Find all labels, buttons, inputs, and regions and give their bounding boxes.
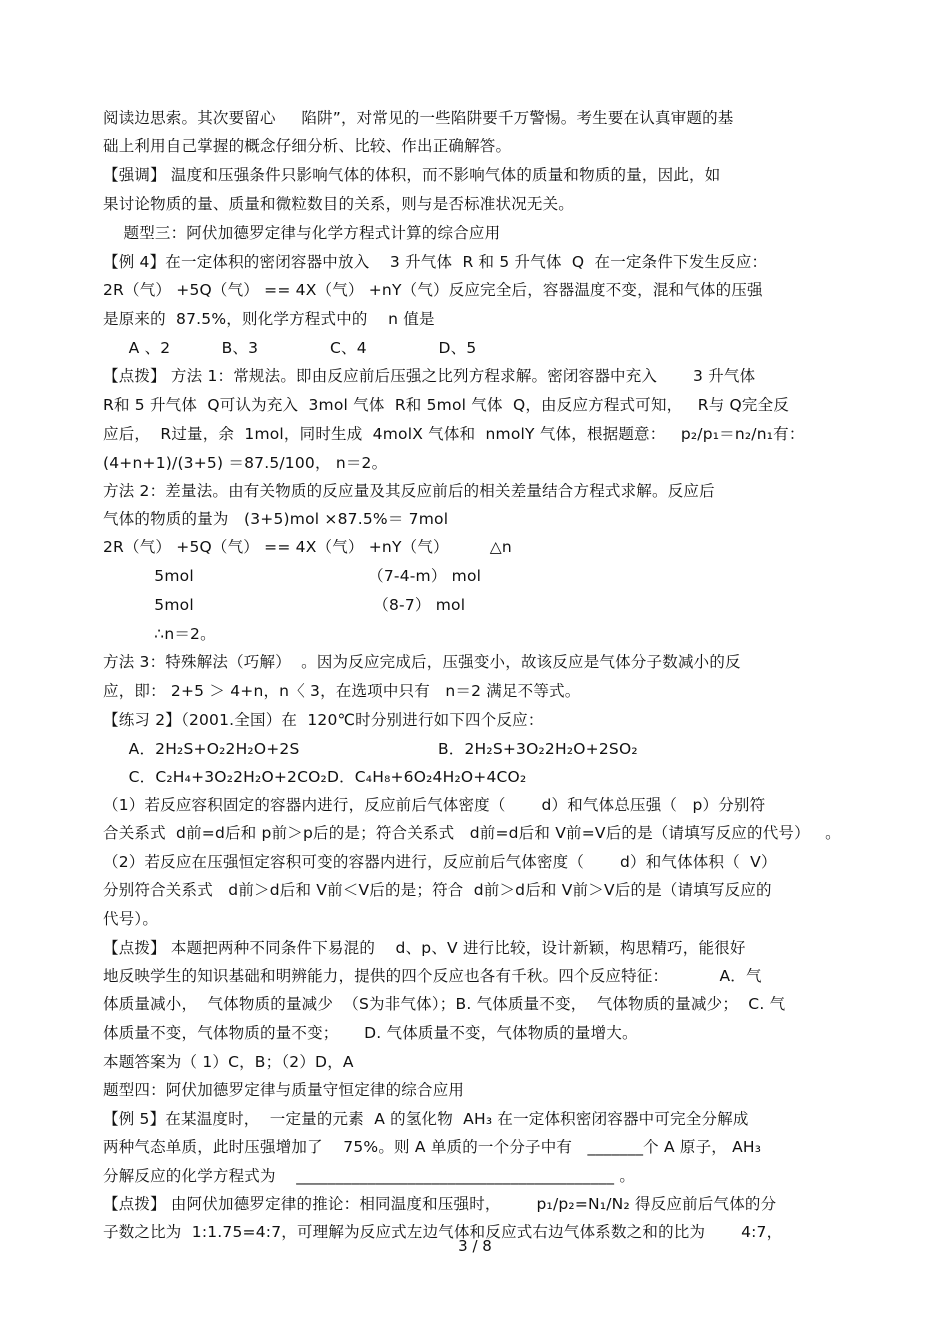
equation-line: 2R（气） +5Q（气） == 4X（气） +nY（气） △n xyxy=(103,538,512,556)
text-line: 应后， R过量，余 1mol，同时生成 4molX 气体和 nmolY 气体，根据题意： p₂/p₁＝n₂/n₁有： xyxy=(103,425,805,443)
text-line: R和 5 升气体 Q可认为充入 3mol 气体 R和 5mol 气体 Q，由反应方程式可知， R与 Q完全反 xyxy=(103,396,790,414)
text-line: 合关系式 d前=d后和 p前＞p后的是；符合关系式 d前=d后和 V前=V后的是（请填写反应的代号） 。 xyxy=(103,824,841,842)
text-line: 果讨论物质的量、质量和微粒数目的关系，则与是否标准状况无关。 xyxy=(103,195,575,213)
text-line: 础上利用自己掌握的概念仔细分析、比较、作出正确解答。 xyxy=(103,137,512,155)
text-line: (4+n+1)/(3+5) ＝87.5/100， n＝2。 xyxy=(103,454,388,472)
text-line: 方法 2：差量法。由有关物质的反应量及其反应前后的相关差量结合方程式求解。反应后 xyxy=(103,482,715,500)
answer-line: 本题答案为（ 1）C，B；（2）D，A xyxy=(103,1053,354,1071)
text-line: 地反映学生的知识基础和明辨能力，提供的四个反应也各有千秋。四个反应特征： A．气 xyxy=(103,967,762,985)
text-line: 方法 3：特殊解法（巧解） 。因为反应完成后，压强变小，故该反应是气体分子数减小的反 xyxy=(103,653,741,671)
text-line: 体质量不变，气体物质的量不变； D. 气体质量不变，气体物质的量增大。 xyxy=(103,1024,638,1042)
text-line: 体质量减小， 气体物质的量减少 （S为非气体）；B. 气体质量不变， 气体物质的量减少； C. 气 xyxy=(103,995,786,1013)
answer-options: A 、2 B、3 C、4 D、5 xyxy=(103,339,477,357)
reaction-options: C．C₂H₄+3O₂2H₂O+2CO₂D．C₄H₈+6O₂4H₂O+4CO₂ xyxy=(103,768,527,786)
text-line: 代号）。 xyxy=(103,910,159,928)
text-line: 两种气态单质，此时压强增加了 75%。则 A 单质的一个分子中有 _______个 A 原子， AH₃ xyxy=(103,1138,762,1156)
text-line: （2）若反应在压强恒定容积可变的容器内进行，反应前后气体密度（ d）和气体体积（ V） xyxy=(103,853,777,871)
text-line: 是原来的 87.5%，则化学方程式中的 n 值是 xyxy=(103,310,435,328)
reaction-options: A．2H₂S+O₂2H₂O+2S B．2H₂S+3O₂2H₂O+2SO₂ xyxy=(103,740,638,758)
text-line: 子数之比为 1:1.75=4:7，可理解为反应式左边气体和反应式右边气体系数之和的比为 4:7， xyxy=(103,1223,783,1241)
text-line: 【强调】 温度和压强条件只影响气体的体积，而不影响气体的质量和物质的量，因此，如 xyxy=(103,166,721,184)
text-line: 分解反应的化学方程式为 ________________________________________ 。 xyxy=(103,1167,636,1185)
equation-line: ∴n＝2。 xyxy=(103,625,216,643)
equation-line: 5mol （7-4-m） mol xyxy=(103,567,482,585)
text-line: 【例 4】在一定体积的密闭容器中放入 3 升气体 R 和 5 升气体 Q 在一定条件下发生反应： xyxy=(103,253,768,271)
text-line: （1）若反应容积固定的容器内进行，反应前后气体密度（ d）和气体总压强（ p）分别符 xyxy=(103,796,766,814)
equation-line: 5mol （8-7） mol xyxy=(103,596,466,614)
text-line: 【点拨】 由阿伏加德罗定律的推论：相同温度和压强时， p₁/p₂=N₁/N₂ 得反应前后气体的分 xyxy=(103,1195,777,1213)
text-line: 阅读边思索。其次要留心 陷阱”，对常见的一些陷阱要千万警惕。考生要在认真审题的基 xyxy=(103,109,734,127)
text-line: 【点拨】 方法 1：常规法。即由反应前后压强之比列方程求解。密闭容器中充入 3 升气体 xyxy=(103,367,756,385)
text-line: 2R（气） +5Q（气） == 4X（气） +nY（气）反应完全后，容器温度不变，混和气体的压强 xyxy=(103,281,763,299)
section-heading: 题型四：阿伏加德罗定律与质量守恒定律的综合应用 xyxy=(103,1081,465,1099)
text-line: 【练习 2】（2001.全国）在 120℃时分别进行如下四个反应： xyxy=(103,711,544,729)
page-number: 3 / 8 xyxy=(458,1237,492,1255)
text-line: 气体的物质的量为 (3+5)mol ×87.5%＝ 7mol xyxy=(103,510,449,528)
text-line: 【例 5】在某温度时， 一定量的元素 A 的氢化物 AH₃ 在一定体积密闭容器中可完全分解成 xyxy=(103,1110,749,1128)
section-heading: 题型三：阿伏加德罗定律与化学方程式计算的综合应用 xyxy=(103,224,501,242)
text-line: 应，即： 2+5 ＞ 4+n，n〈 3，在选项中只有 n＝2 满足不等式。 xyxy=(103,682,581,700)
text-line: 分别符合关系式 d前＞d后和 V前＜V后的是；符合 d前＞d后和 V前＞V后的是（请填写反应的 xyxy=(103,881,772,899)
text-line: 【点拨】 本题把两种不同条件下易混的 d、p、V 进行比较，设计新颖，构思精巧，能很好 xyxy=(103,939,746,957)
